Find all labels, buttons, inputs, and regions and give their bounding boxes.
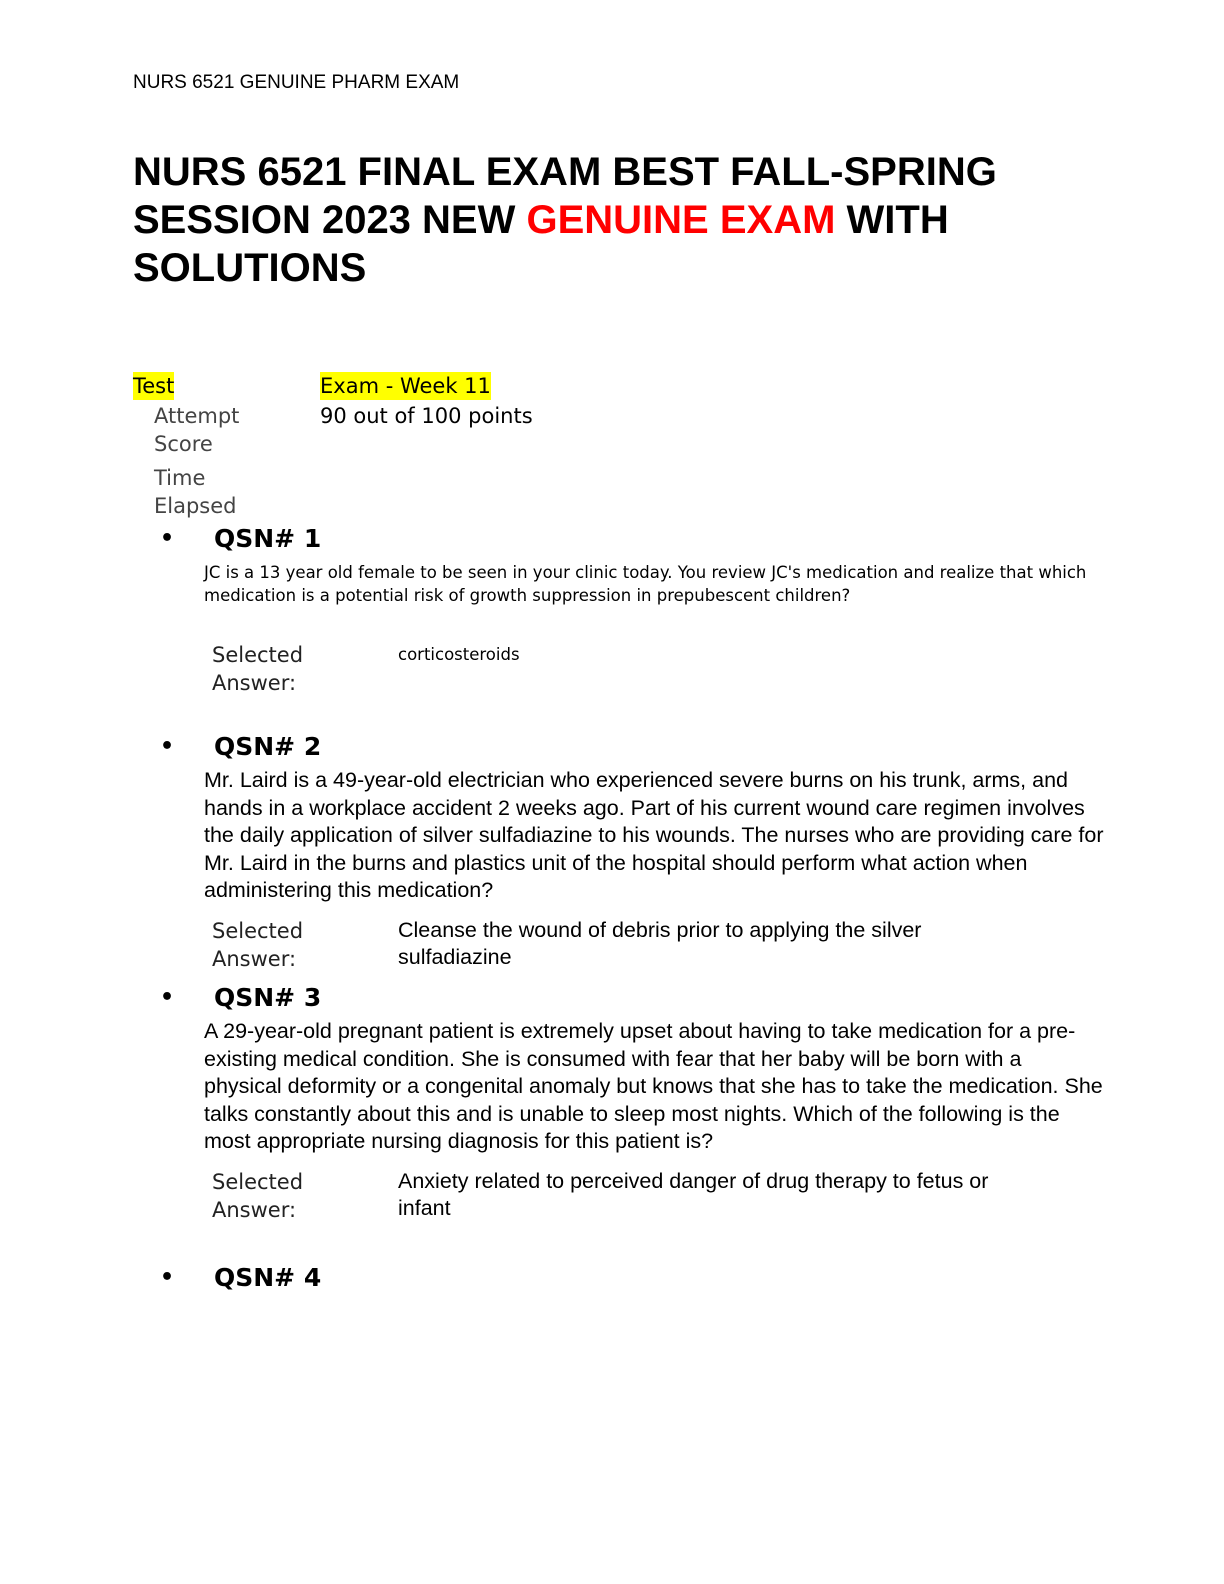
document-title <box>133 148 1113 292</box>
question-1 <box>160 521 1120 697</box>
question-heading <box>160 729 1120 763</box>
selected-answer-value: corticosteroids <box>398 645 520 664</box>
question-4 <box>160 1260 1120 1294</box>
selected-answer-label: Selected Answer: <box>212 1169 304 1222</box>
question-heading <box>160 980 1120 1014</box>
bullet-icon: • <box>160 525 175 551</box>
question-3 <box>160 980 1120 1224</box>
title-part-2: WITH SOLUTIONS <box>133 198 949 290</box>
attempt-score-label: Attempt Score <box>154 404 240 456</box>
bullet-icon: • <box>160 733 175 759</box>
selected-answer-label: Selected Answer: <box>212 643 304 695</box>
running-header: NURS 6521 GENUINE PHARM EXAM <box>133 72 460 93</box>
selected-answer-value: Anxiety related to perceived danger of drug therapy to fetus or infant <box>398 1168 989 1220</box>
time-elapsed-label: Time Elapsed <box>154 466 237 518</box>
exam-meta <box>133 372 833 520</box>
test-label: Test <box>133 374 175 398</box>
attempt-score-value: 90 out of 100 points <box>320 404 533 428</box>
selected-answer <box>212 641 1120 697</box>
question-text: JC is a 13 year old female to be seen in your clinic today. You review JC's medication and realize that which medication is a potential risk of growth suppression in prepubescent children? <box>204 563 1087 605</box>
question-heading <box>160 1260 1120 1294</box>
bullet-icon: • <box>160 1264 175 1290</box>
bullet-icon: • <box>160 984 175 1010</box>
meta-row-test <box>133 372 833 402</box>
meta-row-attempt <box>133 402 833 464</box>
question-text: A 29-year-old pregnant patient is extremely upset about having to take medication for a pre-existing medical condition. She is consumed with fear that her baby will be born with a physical deformity or a congenital anomaly but knows that she has to take the medication. She talks constantly about this and is unable to sleep most nights. Which of the following is the most appropriate nursing diagnosis for this patient is? <box>204 1019 1103 1153</box>
question-text: Mr. Laird is a 49-year-old electrician who experienced severe burns on his trunk, arms, and hands in a workplace accident 2 weeks ago. Part of his current wound care regimen involves the daily application of silver sulfadiazine to his wounds. The nurses who are providing care for Mr. Laird in the burns and plastics unit of the hospital should perform what action when administering this medication? <box>204 768 1104 902</box>
title-part-1: NURS 6521 FINAL EXAM BEST FALL-SPRING SESSION 2023 NEW <box>133 150 997 242</box>
selected-answer <box>212 1168 1120 1224</box>
question-heading <box>160 521 1120 555</box>
selected-answer <box>212 917 1120 973</box>
selected-answer-label: Selected Answer: <box>212 918 304 971</box>
test-value: Exam - Week 11 <box>320 374 491 398</box>
question-number: QSN# 4 <box>214 1262 322 1292</box>
question-2 <box>160 729 1120 973</box>
question-number: QSN# 1 <box>214 523 322 553</box>
meta-row-time <box>133 464 833 520</box>
selected-answer-value: Cleanse the wound of debris prior to applying the silver sulfadiazine <box>398 917 922 969</box>
question-number: QSN# 2 <box>214 731 322 761</box>
title-highlight: GENUINE EXAM <box>526 198 836 242</box>
question-number: QSN# 3 <box>214 982 322 1012</box>
